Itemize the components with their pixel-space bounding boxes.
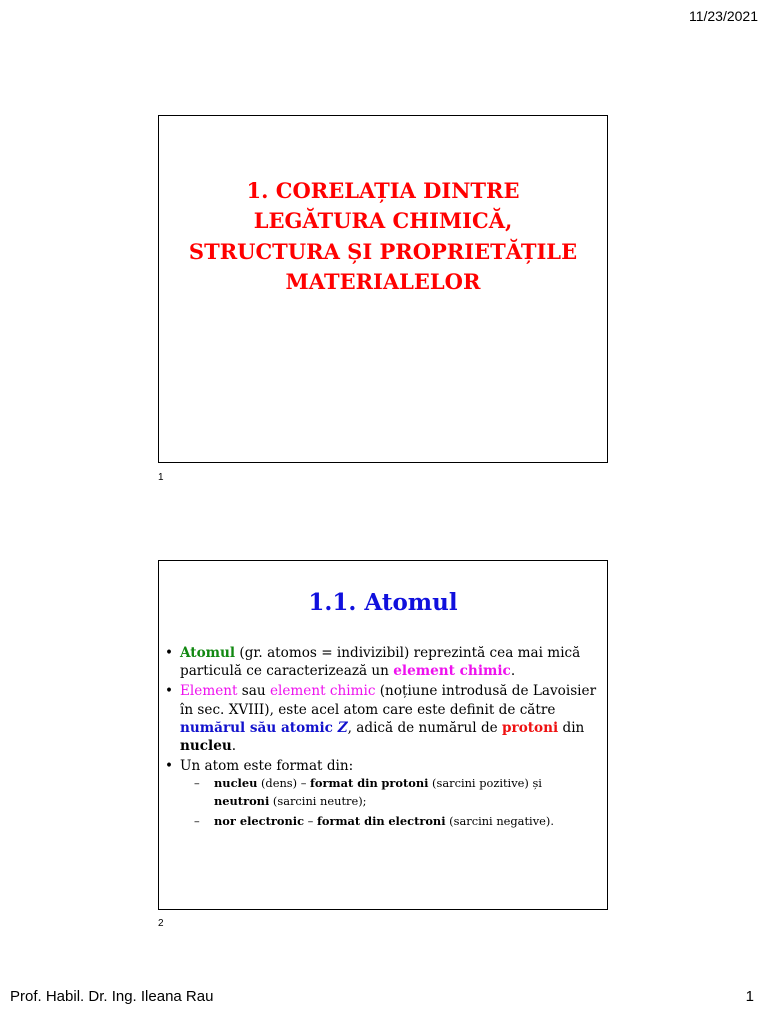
slide-2-bullets <box>165 644 599 832</box>
sub-bullet-nor-electronic <box>180 813 599 831</box>
sub-bullet-nucleu <box>180 775 599 810</box>
term-atomul: Atomul <box>180 645 236 661</box>
sub-text: (sarcini negative). <box>445 813 554 828</box>
bullet-text: . <box>231 738 237 755</box>
slide-1-number: 1 <box>158 472 164 483</box>
bullet-text: Un atom este format din: <box>180 758 354 775</box>
slide-2-title: 1.1. Atomul <box>308 589 458 616</box>
sub-text: (dens) – <box>257 776 311 791</box>
term-protoni: protoni <box>502 719 559 736</box>
slide-1-title-line: STRUCTURA ȘI PROPRIETĂȚILE <box>188 238 578 264</box>
term-nucleu: nucleu <box>180 738 232 755</box>
term-nor-electronic: nor electronic <box>214 813 305 828</box>
term-format-din: format din <box>316 813 385 828</box>
bullet-element <box>165 682 599 755</box>
slide-2 <box>158 560 608 910</box>
bullet-atomul <box>165 644 599 680</box>
bullet-text: sau <box>237 683 270 700</box>
sub-text: – <box>304 813 317 828</box>
footer-page-number: 1 <box>745 988 754 1005</box>
term-electroni: electroni <box>388 813 446 828</box>
term-format-din: format din <box>310 776 378 791</box>
term-element: Element <box>180 683 238 700</box>
term-protoni: protoni <box>381 776 429 791</box>
bullet-format <box>165 757 599 830</box>
term-z: Z <box>337 719 348 736</box>
slide-1-title-line: LEGĂTURA CHIMICĂ, <box>253 208 513 234</box>
bullet-text: . <box>510 663 516 680</box>
term-element-chimic: element chimic <box>269 683 376 700</box>
sub-text: (sarcini neutre); <box>269 794 367 809</box>
bullet-text: (gr. atomos = indivizibil) reprezintă cea mai mică particulă ce caracterizează un <box>180 645 581 680</box>
term-nucleu: nucleu <box>214 776 258 791</box>
term-neutroni: neutroni <box>214 794 270 809</box>
slide-1-title-line: 1. CORELAȚIA DINTRE <box>246 178 520 203</box>
slide-1-title-line: MATERIALELOR <box>285 269 481 295</box>
term-element-chimic: element chimic <box>393 663 511 680</box>
print-date: 11/23/2021 <box>688 8 758 24</box>
sub-text: (sarcini pozitive) și <box>428 776 542 791</box>
term-numarul-atomic: numărul său atomic <box>180 719 338 736</box>
slide-1-title <box>159 176 607 298</box>
bullet-text: , adică de numărul de <box>347 719 503 736</box>
slide-1 <box>158 115 608 463</box>
bullet-text: (noțiune introdusă de Lavoisier în sec. XVIII), este acel atom care este definit de către <box>180 683 597 718</box>
slide-2-number: 2 <box>158 918 164 929</box>
bullet-text: din <box>558 719 585 736</box>
footer-author: Prof. Habil. Dr. Ing. Ileana Rau <box>10 988 214 1005</box>
